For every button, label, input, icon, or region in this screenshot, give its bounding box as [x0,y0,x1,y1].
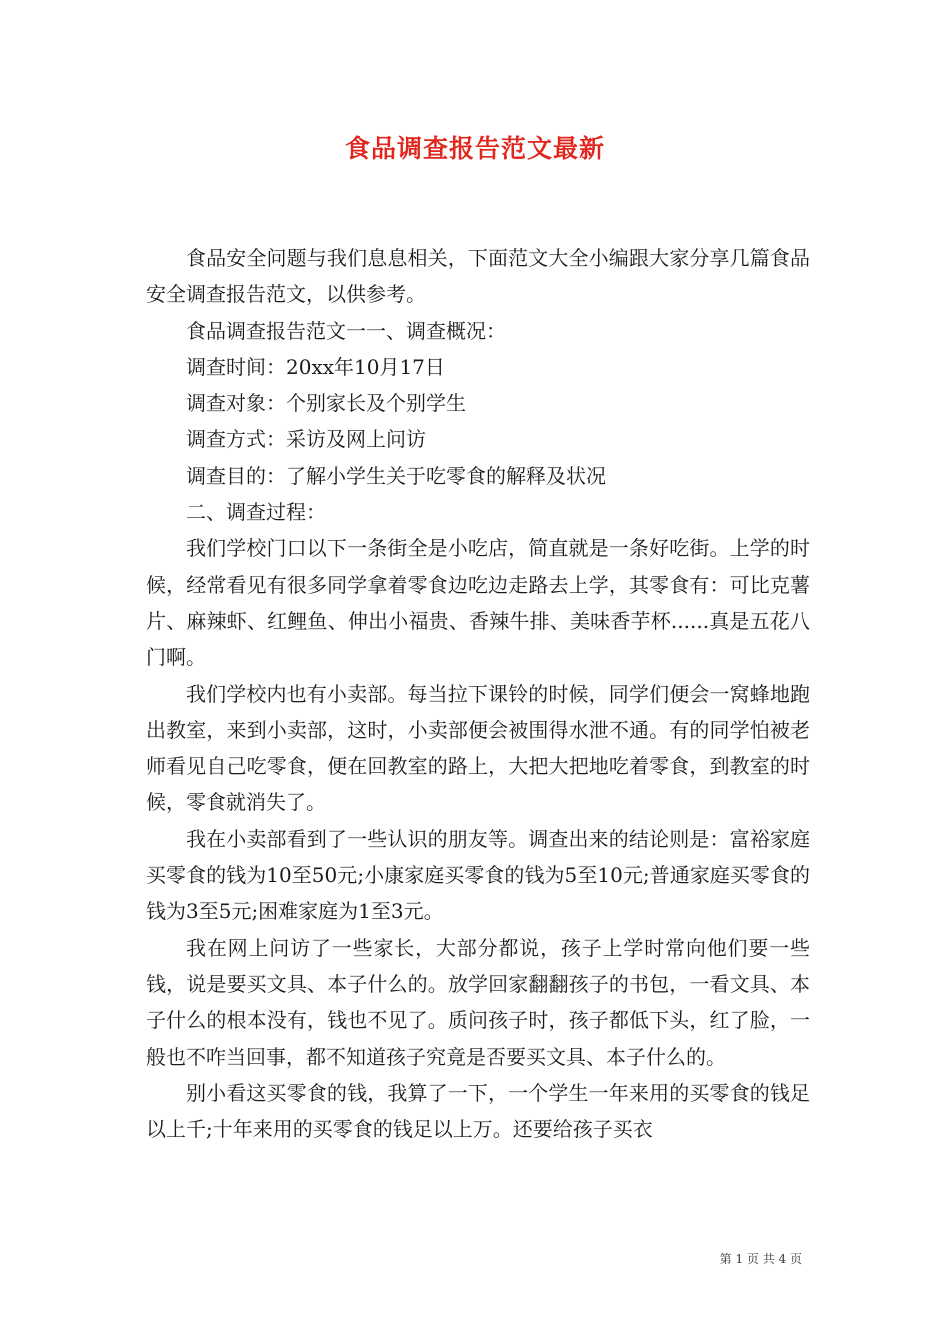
paragraph-intro: 食品安全问题与我们息息相关，下面范文大全小编跟大家分享几篇食品安全调查报告范文，以供参考。 [146,246,810,307]
paragraph-section-heading: 食品调查报告范文一一、调查概况： [186,318,506,343]
paragraph-survey-purpose: 调查目的：了解小学生关于吃零食的解释及状况 [186,463,606,488]
paragraph-survey-method: 调查方式：采访及网上问访 [186,427,426,452]
paragraph-body: 我在小卖部看到了一些认识的朋友等。调查出来的结论则是：富裕家庭买零食的钱为10至50元;小康家庭买零食的钱为5至10元;普通家庭买零食的钱为3至5元;困难家庭为1至3元。 [146,826,810,924]
paragraph-process-heading: 二、调查过程： [186,500,326,525]
paragraph-survey-time: 调查时间：20xx年10月17日 [186,354,445,379]
document-body [146,240,810,1147]
paragraph-survey-target: 调查对象：个别家长及个别学生 [186,391,466,416]
page-number-footer: 第 1 页 共 4 页 [719,1252,802,1266]
paragraph-body: 别小看这买零食的钱，我算了一下，一个学生一年来用的买零食的钱足以上千;十年来用的买零食的钱足以上万。还要给孩子买衣 [146,1080,810,1142]
paragraph-body: 我在网上问访了一些家长，大部分都说，孩子上学时常向他们要一些钱，说是要买文具、本子什么的。放学回家翻翻孩子的书包，一看文具、本子什么的根本没有，钱也不见了。质问孩子时，孩子都低下头，红了脸，一般也不咋当回事，都不知道孩子究竟是否要买文具、本子什么的。 [146,935,810,1069]
paragraph-body: 我们学校门口以下一条街全是小吃店，简直就是一条好吃街。上学的时候，经常看见有很多同学拿着零食边吃边走路去上学，其零食有：可比克薯片、麻辣虾、红鲤鱼、伸出小福贵、香辣牛排、美味香芋杯......真是五花八门啊。 [146,536,810,670]
paragraph-body: 我们学校内也有小卖部。每当拉下课铃的时候，同学们便会一窝蜂地跑出教室，来到小卖部，这时，小卖部便会被围得水泄不通。有的同学怕被老师看见自己吃零食，便在回教室的路上，大把大把地吃着零食，到教室的时候，零食就消失了。 [146,681,810,815]
document-title: 食品调查报告范文最新 [344,134,605,163]
